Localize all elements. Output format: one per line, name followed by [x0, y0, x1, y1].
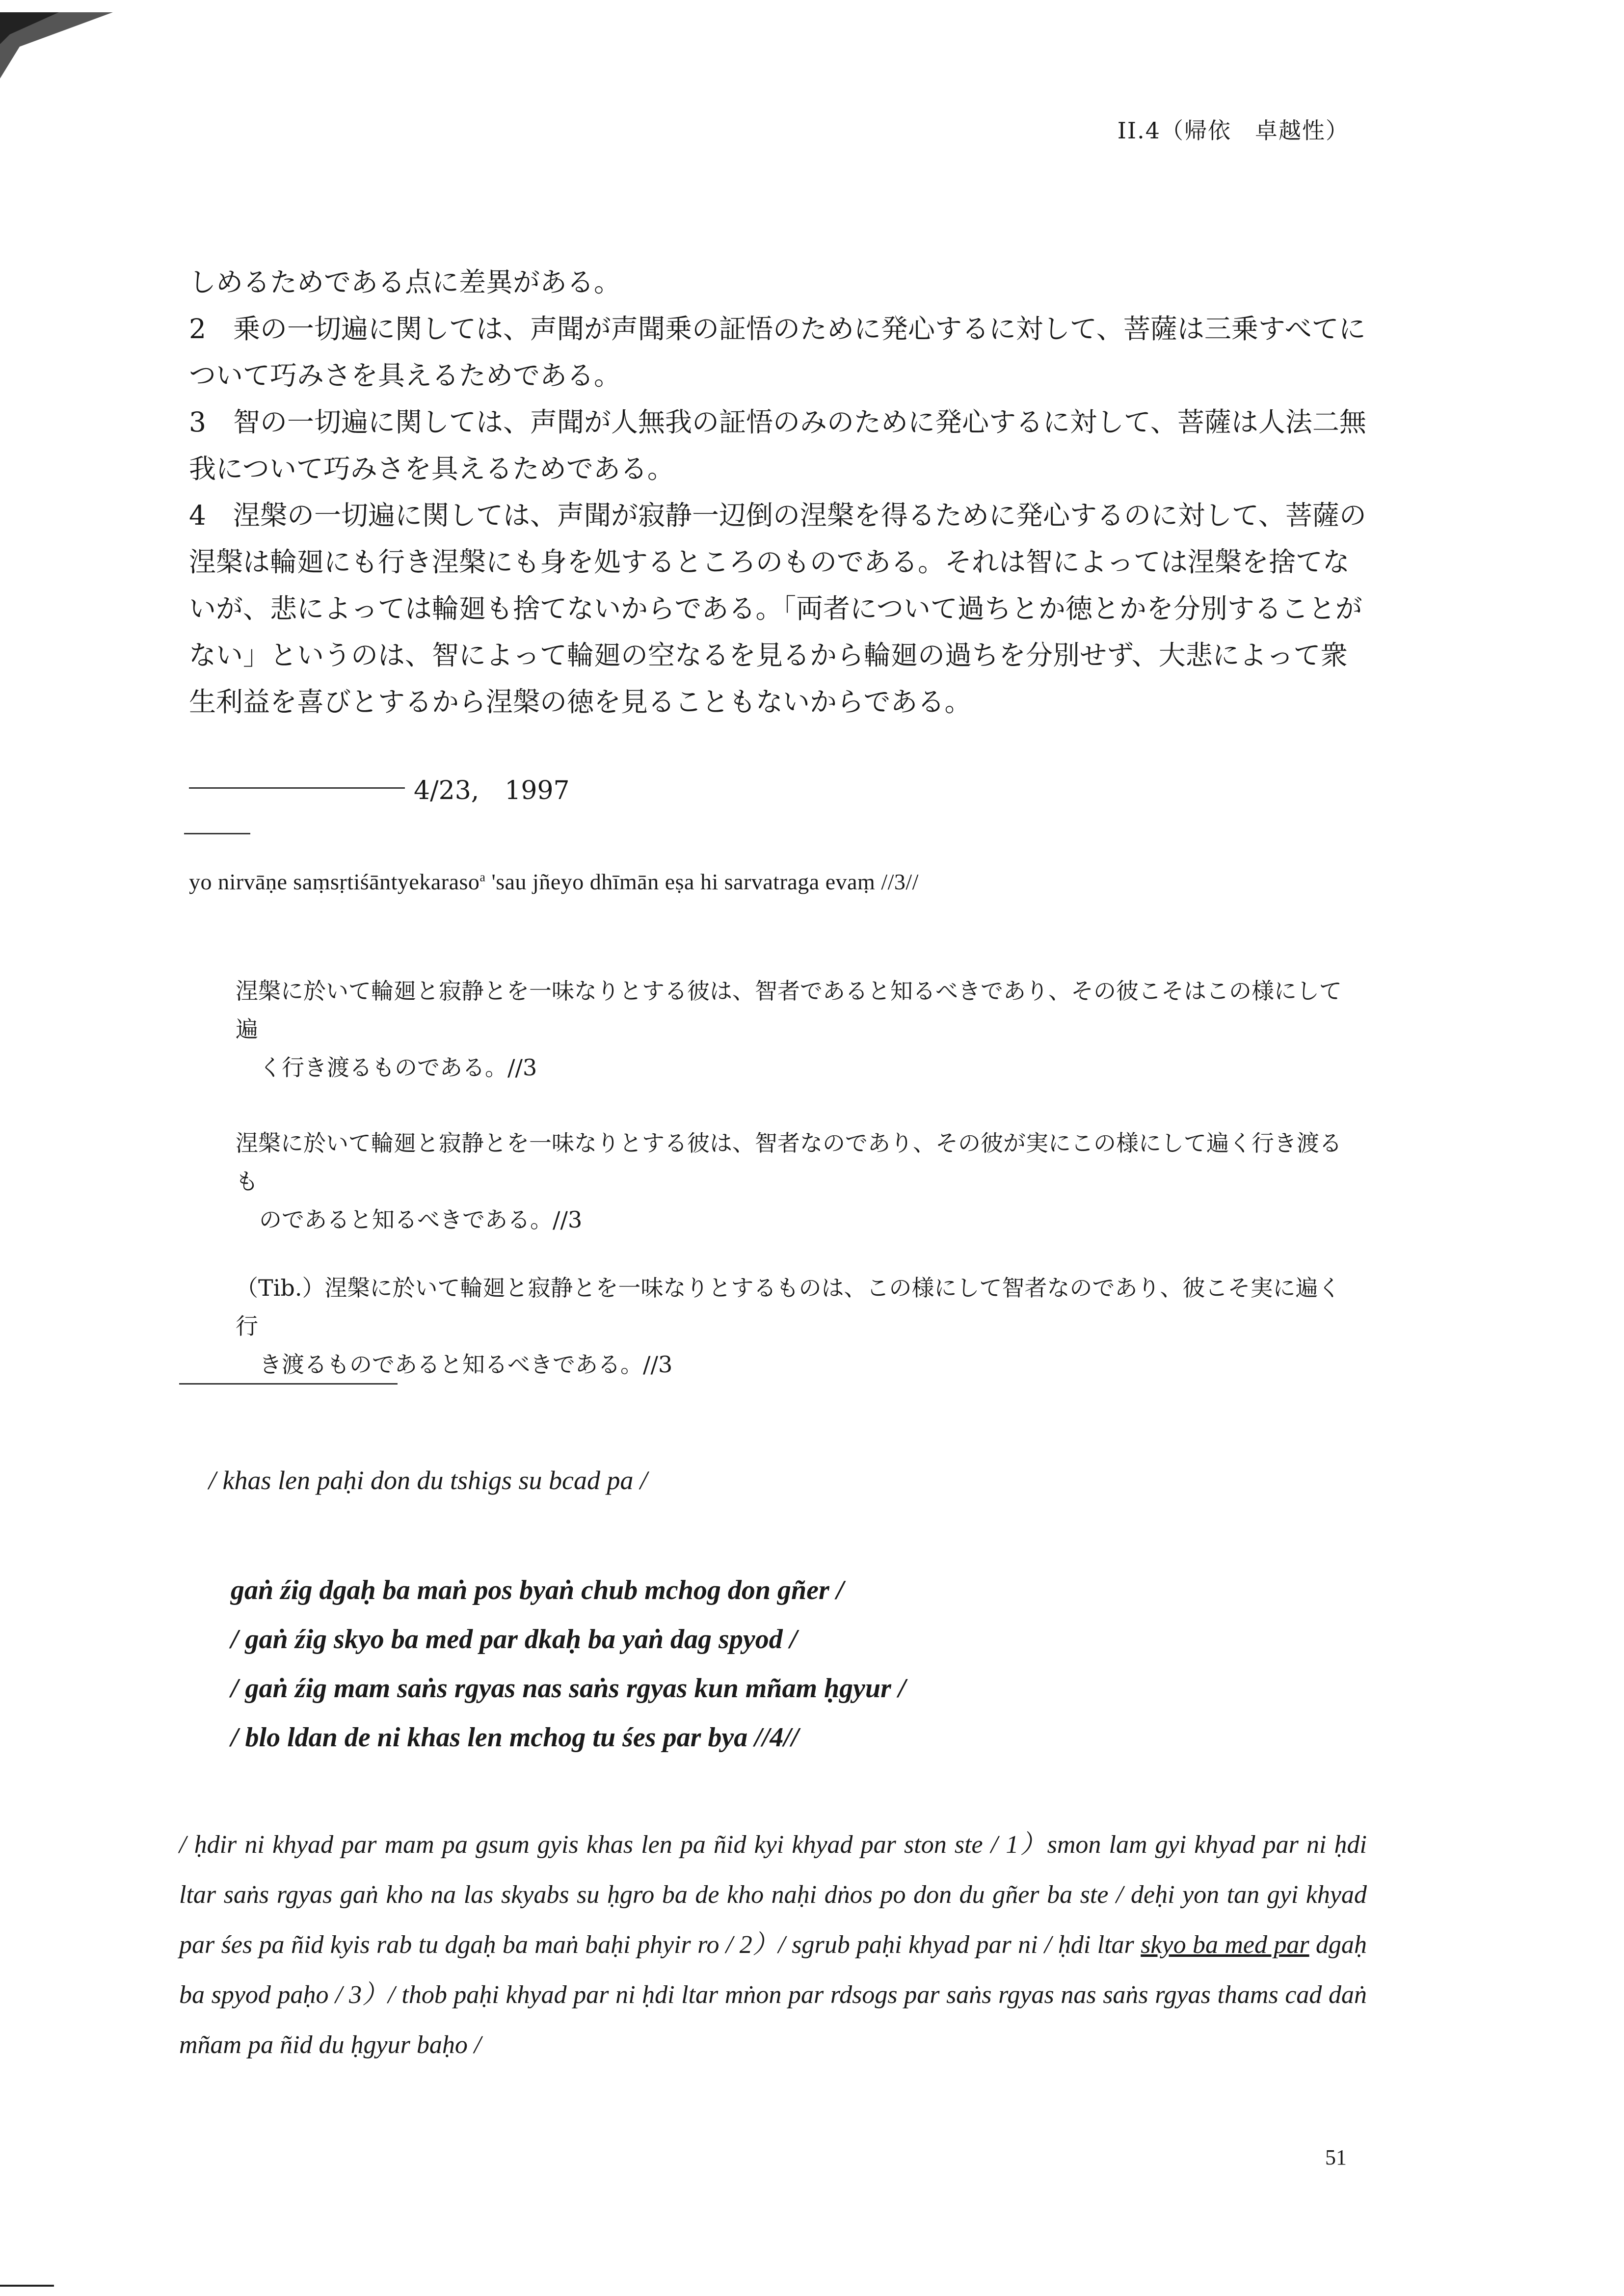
tibetan-verse	[231, 1566, 906, 1762]
translation-line: 涅槃に於いて輪廻と寂静とを一味なりとする彼は、智者であると知るべきであり、その彼こそはこの様にして遍	[236, 978, 1342, 1042]
translation-line: （Tib.）涅槃に於いて輪廻と寂静とを一味なりとするものは、この様にして智者なのであり、彼こそ実に遍く行	[236, 1275, 1341, 1339]
translation-1	[236, 972, 1355, 1087]
translation-2	[236, 1124, 1355, 1239]
sanskrit-text: yo nirvāṇe saṃsṛtiśāntyekaraso	[189, 869, 480, 894]
tibetan-commentary	[179, 1820, 1367, 2070]
date-rule	[189, 787, 405, 789]
commentary-text: / ḥdir ni khyad par mam pa gsum gyis khas len pa ñid kyi khyad par ston ste / 1）smon lam gyi khyad par ni ḥdi ltar saṅs rgyas gaṅ kho na las skyabs su ḥgro ba de kho naḥi dṅos po don du gñer ba ste / deḥi yon tan gyi khyad par śes pa ñid kyis rab tu dgaḥ ba maṅ baḥi phyir ro / 2）/ sgrub paḥi khyad par ni / ḥdi ltar	[179, 1831, 1367, 1959]
translation-line: く行き渡るものである。//3	[259, 1054, 537, 1081]
translation-line: き渡るものであると知るべきである。//3	[259, 1351, 673, 1378]
body-paragraph: 3 智の一切遍に関しては、声聞が人無我の証悟のみのために発心するに対して、菩薩は人法二無我について巧みさを具えるためである。	[189, 406, 1366, 484]
scan-edge-mark	[0, 2285, 54, 2287]
translation-line: のであると知るべきである。//3	[259, 1206, 583, 1233]
body-paragraph: しめるためである点に差異がある。	[189, 267, 621, 298]
verse-line: gaṅ źig dgaḥ ba maṅ pos byaṅ chub mchog don gñer /	[231, 1575, 844, 1605]
tibetan-title: / khas len paḥi don du tshigs su bcad pa /	[209, 1466, 647, 1495]
sanskrit-verse	[189, 869, 919, 895]
date-line	[189, 770, 570, 806]
translation-3-tibetan	[236, 1269, 1355, 1384]
sanskrit-text: 'sau jñeyo dhīmān eṣa hi sarvatraga evaṃ //3//	[485, 869, 919, 894]
body-paragraph: 2 乗の一切遍に関しては、声聞が声聞乗の証悟のために発心するに対して、菩薩は三乗すべてについて巧みさを具えるためである。	[189, 313, 1366, 391]
japanese-body-text	[189, 259, 1367, 725]
verse-line: / blo ldan de ni khas len mchog tu śes par bya //4//	[231, 1722, 799, 1753]
body-paragraph: 4 涅槃の一切遍に関しては、声聞が寂静一辺倒の涅槃を得るために発心するのに対して、菩薩の涅槃は輪廻にも行き涅槃にも身を処するところのものである。それは智によっては涅槃を捨てないが、悲によっては輪廻も捨てないからである。「両者について過ちとか徳とかを分別することがない」というのは、智によって輪廻の空なるを見るから輪廻の過ちを分別せず、大悲によって衆生利益を喜びとするから涅槃の徳を見ることもないからである。	[189, 500, 1366, 718]
short-divider	[184, 833, 250, 834]
underlined-phrase: skyo ba med par	[1141, 1931, 1309, 1959]
verse-line: / gaṅ źig mam saṅs rgyas nas saṅs rgyas kun mñam ḥgyur /	[231, 1673, 906, 1704]
section-divider	[179, 1383, 398, 1385]
running-header: II.4（帰依 卓越性）	[1117, 117, 1349, 144]
commentary-text: dgaḥ ba spyod paḥo / 3）/ thob paḥi khyad par ni ḥdi ltar mṅon par rdsogs par saṅs rgyas nas saṅs rgyas thams cad daṅ mñam pa ñid du ḥgyur baḥo /	[179, 1931, 1367, 2059]
translation-line: 涅槃に於いて輪廻と寂静とを一味なりとする彼は、智者なのであり、その彼が実にこの様にして遍く行き渡るも	[236, 1130, 1342, 1195]
verse-line: / gaṅ źig skyo ba med par dkaḥ ba yaṅ dag spyod /	[231, 1624, 798, 1655]
footnote-marker: a	[479, 870, 486, 884]
date-text: 4/23, 1997	[414, 776, 570, 805]
page-number: 51	[1325, 2145, 1347, 2169]
scan-corner-shadow	[0, 0, 113, 79]
